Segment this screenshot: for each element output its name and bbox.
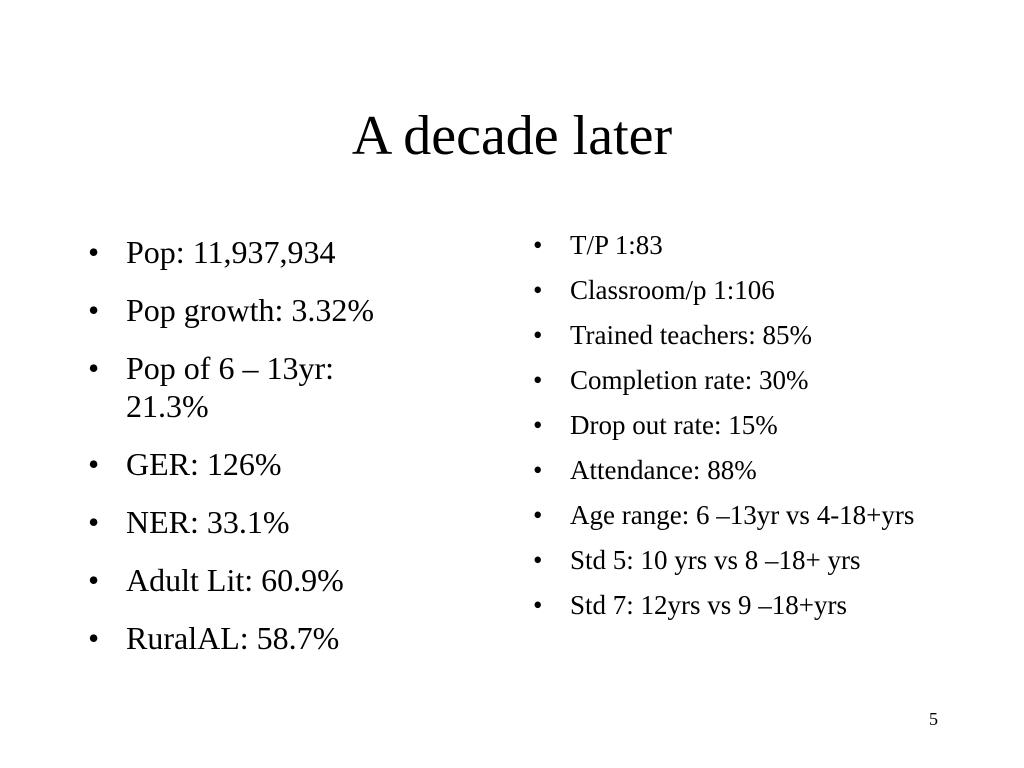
bullet-icon: • (533, 230, 543, 260)
list-item (88, 619, 428, 657)
list-item (533, 499, 925, 531)
bullet-icon: • (533, 455, 543, 485)
list-item-text: Age range: 6 –13yr vs 4-18+yrs (570, 500, 915, 530)
list-item-text: Pop growth: 3.32% (126, 292, 374, 328)
bullet-icon: • (533, 545, 543, 575)
bullet-icon: • (533, 410, 543, 440)
list-item-text: Adult Lit: 60.9% (126, 562, 344, 598)
bullet-icon: • (88, 350, 100, 386)
list-item-text: Pop of 6 – 13yr: 21.3% (126, 350, 334, 424)
bullet-icon: • (88, 562, 100, 598)
list-item-text: Completion rate: 30% (570, 365, 809, 395)
right-bullet-list (533, 229, 943, 634)
bullet-icon: • (533, 275, 543, 305)
list-item-text: Trained teachers: 85% (570, 320, 812, 350)
list-item (533, 409, 943, 441)
list-item (88, 561, 428, 599)
list-item (533, 364, 943, 396)
list-item-text: RuralAL: 58.7% (126, 620, 340, 656)
list-item-text: NER: 33.1% (126, 504, 290, 540)
list-item (533, 229, 943, 261)
bullet-icon: • (88, 234, 100, 270)
list-item-text: Std 5: 10 yrs vs 8 –18+ yrs (570, 545, 861, 575)
list-item-text: Attendance: 88% (570, 455, 757, 485)
list-item (533, 454, 943, 486)
bullet-icon: • (88, 292, 100, 328)
list-item-text: T/P 1:83 (570, 230, 663, 260)
bullet-icon: • (533, 365, 543, 395)
list-item (533, 544, 900, 576)
bullet-icon: • (533, 500, 543, 530)
list-item-text: Drop out rate: 15% (570, 410, 778, 440)
bullet-icon: • (88, 620, 100, 656)
left-bullet-list (88, 233, 428, 677)
slide-title: A decade later (351, 105, 673, 167)
list-item-text: Std 7: 12yrs vs 9 –18+yrs (570, 590, 848, 620)
list-item-text: Pop: 11,937,934 (126, 234, 336, 270)
list-item-text: Classroom/p 1:106 (570, 275, 775, 305)
page-number: 5 (929, 709, 938, 729)
list-item (533, 319, 943, 351)
bullet-icon: • (88, 504, 100, 540)
bullet-icon: • (88, 446, 100, 482)
list-item (533, 589, 943, 621)
bullet-icon: • (533, 590, 543, 620)
list-item (88, 349, 396, 425)
list-item (533, 274, 943, 306)
list-item-text: GER: 126% (126, 446, 282, 482)
list-item (88, 291, 428, 329)
list-item (88, 233, 428, 271)
list-item (88, 445, 428, 483)
list-item (88, 503, 428, 541)
bullet-icon: • (533, 320, 543, 350)
